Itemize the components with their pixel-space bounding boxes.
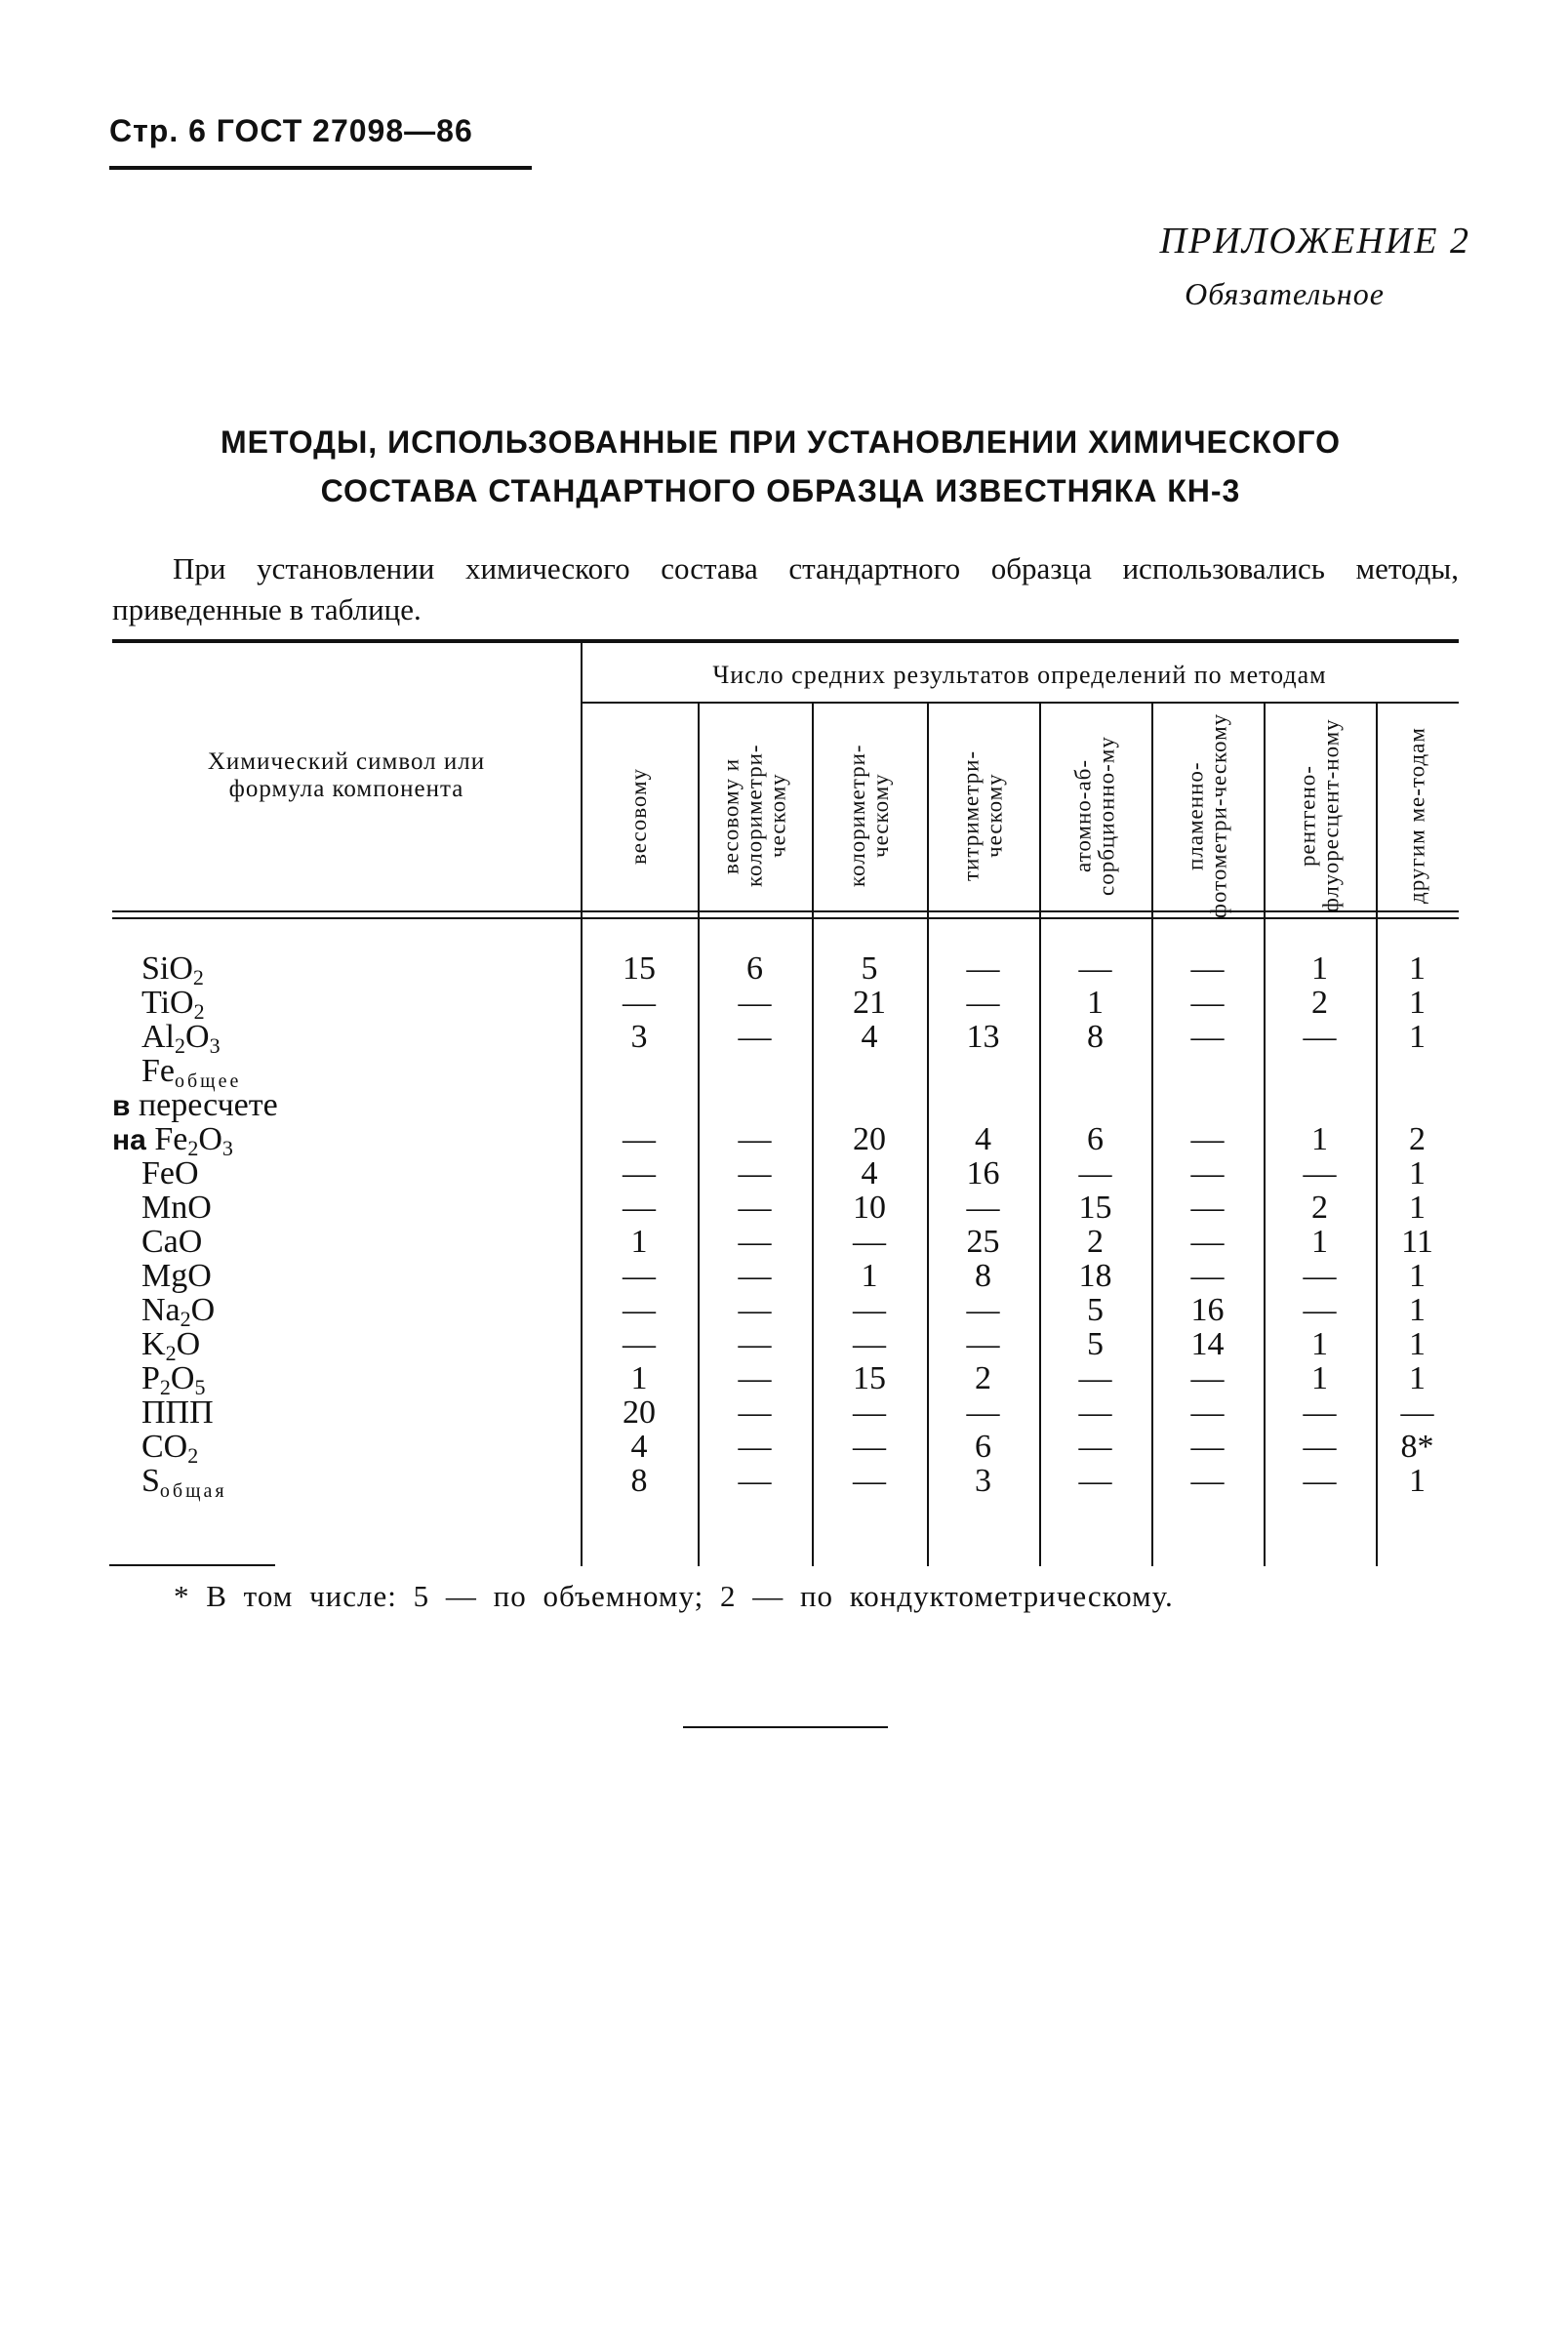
- table-cell: 2: [975, 1360, 991, 1396]
- table-row: [112, 1292, 1459, 1331]
- method-header-4: титриметри-ческому: [958, 749, 1007, 882]
- table-cell: —: [738, 1224, 772, 1260]
- table-cell: —: [623, 1292, 656, 1328]
- title-line-2: СОСТАВА СТАНДАРТНОГО ОБРАЗЦА ИЗВЕСТНЯКА КН-3: [320, 473, 1241, 508]
- table-cell: —: [1190, 1019, 1225, 1055]
- table-row: [112, 1326, 1459, 1365]
- method-header-7: рентгено-флуоресцент-ному: [1295, 718, 1344, 913]
- table-cell: 11: [1401, 1224, 1433, 1260]
- component-label: SiO$_2$: [141, 950, 204, 989]
- table-cell: —: [1078, 1360, 1112, 1396]
- table-row: [112, 950, 1459, 989]
- appendix-title: ПРИЛОЖЕНИЕ 2: [1159, 221, 1470, 262]
- table-cell: 1: [1409, 1190, 1426, 1226]
- table-cell: —: [1078, 1429, 1112, 1465]
- table-cell: 8*: [1400, 1429, 1434, 1465]
- table-cell: —: [1190, 1394, 1225, 1431]
- table-row: [112, 1429, 1459, 1468]
- table-cell: 1: [1409, 1463, 1426, 1499]
- table-cell: 1: [1311, 1224, 1328, 1260]
- table-cell: —: [853, 1326, 886, 1362]
- table-cell: 6: [1087, 1121, 1104, 1157]
- method-header-8: другим ме-тодам: [1404, 727, 1429, 905]
- table-cell: 1: [1409, 1155, 1426, 1191]
- table-cell: —: [1190, 950, 1225, 987]
- table-cell: 16: [1190, 1292, 1225, 1328]
- table-cell: —: [738, 1463, 772, 1499]
- table-cell: 5: [861, 950, 878, 987]
- table-cell: —: [738, 1429, 772, 1465]
- table-cell: —: [738, 1292, 772, 1328]
- table-cell: —: [966, 1326, 1000, 1362]
- table-cell: 10: [853, 1190, 886, 1226]
- table-cell: 15: [853, 1360, 886, 1396]
- table-cell: 1: [1409, 1326, 1426, 1362]
- table-cell: —: [738, 1326, 772, 1362]
- table-cell: 8: [630, 1463, 648, 1499]
- table-cell: 4: [975, 1121, 991, 1157]
- methods-table: [112, 639, 1459, 1566]
- table-cell: —: [966, 950, 1000, 987]
- table-cell: 6: [975, 1429, 991, 1465]
- table-cell: 1: [1311, 950, 1328, 987]
- table-cell: —: [1078, 1155, 1112, 1191]
- table-cell: —: [1190, 1258, 1225, 1294]
- table-cell: —: [738, 1394, 772, 1431]
- table-cell: 2: [1087, 1224, 1104, 1260]
- table-cell: 1: [861, 1258, 878, 1294]
- table-cell: —: [623, 1190, 656, 1226]
- table-cell: —: [738, 1360, 772, 1396]
- page-header: Стр. 6 ГОСТ 27098—86: [109, 113, 473, 148]
- table-cell: 14: [1190, 1326, 1225, 1362]
- table-cell: 4: [861, 1019, 878, 1055]
- table-row: [112, 1088, 1459, 1122]
- table-row: [112, 1156, 1459, 1191]
- table-cell: —: [853, 1292, 886, 1328]
- table-cell: —: [966, 1190, 1000, 1226]
- table-cell: —: [1190, 1121, 1225, 1157]
- table-cell: —: [853, 1463, 886, 1499]
- table-row: [112, 1225, 1459, 1259]
- table-cell: 3: [630, 1019, 648, 1055]
- table-cell: —: [1078, 950, 1112, 987]
- component-label: MnO: [141, 1190, 212, 1226]
- table-cell: 2: [1311, 1190, 1328, 1226]
- table-cell: —: [623, 1121, 656, 1157]
- table-cell: 1: [1409, 1019, 1426, 1055]
- component-label: ППП: [141, 1394, 214, 1431]
- table-cell: 16: [966, 1155, 1000, 1191]
- table-cell: 1: [1409, 985, 1426, 1021]
- table-cell: 1: [1311, 1360, 1328, 1396]
- table-cell: 1: [1409, 1292, 1426, 1328]
- table-cell: —: [1190, 1429, 1225, 1465]
- table-cell: 18: [1078, 1258, 1112, 1294]
- appendix-status: Обязательное: [1185, 276, 1385, 311]
- table-cell: —: [966, 1292, 1000, 1328]
- table-cell: —: [1303, 1258, 1337, 1294]
- table-cell: —: [738, 985, 772, 1021]
- table-cell: 2: [1409, 1121, 1426, 1157]
- table-row: [112, 1259, 1459, 1293]
- intro-paragraph: При установлении химического состава стандартного образца использовались методы, приведенные в таблице.: [112, 551, 1459, 626]
- table-row: [112, 985, 1459, 1024]
- footnote-rule: [109, 1564, 275, 1566]
- table-cell: 1: [630, 1224, 648, 1260]
- table-cell: 1: [1409, 1360, 1426, 1396]
- table-cell: 4: [861, 1155, 878, 1191]
- table-cell: 3: [975, 1463, 991, 1499]
- table-cell: —: [1190, 985, 1225, 1021]
- component-label: $K_2O$: [141, 1326, 201, 1365]
- table-cell: —: [1078, 1463, 1112, 1499]
- table-cell: 25: [966, 1224, 1000, 1260]
- table-row: [112, 1019, 1459, 1058]
- table-cell: —: [738, 1121, 772, 1157]
- component-label: $Na_2O$: [141, 1292, 216, 1331]
- table-cell: 1: [1409, 950, 1426, 987]
- table-cell: —: [738, 1258, 772, 1294]
- component-label: Sобщая: [141, 1463, 227, 1502]
- table-cell: —: [1303, 1292, 1337, 1328]
- table-cell: 1: [630, 1360, 648, 1396]
- table-cell: —: [1190, 1155, 1225, 1191]
- table-cell: 8: [975, 1258, 991, 1294]
- table-cell: —: [966, 1394, 1000, 1431]
- table-cell: 1: [1311, 1326, 1328, 1362]
- component-label: в пересчете: [112, 1087, 278, 1123]
- table-row: [112, 1463, 1459, 1502]
- table-cell: —: [623, 1326, 656, 1362]
- table-cell: 15: [1078, 1190, 1112, 1226]
- table-cell: 20: [853, 1121, 886, 1157]
- table-cell: —: [1078, 1394, 1112, 1431]
- table-cell: 1: [1311, 1121, 1328, 1157]
- group-header-rule: [581, 702, 1459, 704]
- table-row: [112, 1053, 1459, 1092]
- table-cell: —: [853, 1224, 886, 1260]
- table-cell: —: [623, 1155, 656, 1191]
- table-cell: —: [623, 985, 656, 1021]
- table-row: [112, 1121, 1459, 1160]
- table-cell: 8: [1087, 1019, 1104, 1055]
- component-label: Feобщее: [141, 1053, 242, 1092]
- header-rule: [109, 166, 532, 170]
- table-cell: 20: [623, 1394, 656, 1431]
- component-header-line-1: Химический символ или: [207, 748, 486, 775]
- component-label: $CO_2$: [141, 1429, 199, 1468]
- table-row: [112, 1191, 1459, 1225]
- end-rule: [683, 1726, 888, 1728]
- table-cell: —: [1303, 1019, 1337, 1055]
- table-top-rule: [112, 639, 1459, 643]
- table-cell: —: [623, 1258, 656, 1294]
- table-cell: 15: [623, 950, 656, 987]
- table-cell: 2: [1311, 985, 1328, 1021]
- table-cell: —: [1190, 1463, 1225, 1499]
- title-line-1: МЕТОДЫ, ИСПОЛЬЗОВАННЫЕ ПРИ УСТАНОВЛЕНИИ ХИМИЧЕСКОГО: [220, 424, 1342, 460]
- table-cell: 1: [1409, 1258, 1426, 1294]
- document-title: [146, 418, 1415, 515]
- table-cell: —: [738, 1190, 772, 1226]
- methods-group-header: Число средних результатов определений по методам: [712, 661, 1327, 689]
- table-cell: —: [966, 985, 1000, 1021]
- table-cell: —: [1400, 1394, 1434, 1431]
- table-cell: 5: [1087, 1326, 1104, 1362]
- table-cell: —: [1190, 1190, 1225, 1226]
- component-header-line-2: формула компонента: [228, 776, 464, 802]
- footnote: * В том числе: 5 — по объемному; 2 — по кондуктометрическому.: [174, 1579, 1174, 1613]
- table-cell: 21: [853, 985, 886, 1021]
- table-cell: 5: [1087, 1292, 1104, 1328]
- method-header-5: атомно-аб-сорбционно-му: [1070, 736, 1119, 896]
- method-header-2: весовому и колориметри-ческому: [718, 744, 790, 888]
- table-cell: 4: [630, 1429, 648, 1465]
- component-label: CaO: [141, 1224, 203, 1260]
- component-label: $Al_2O_3$: [141, 1019, 221, 1058]
- table-cell: 6: [746, 950, 763, 987]
- component-label: $P_2O_5$: [141, 1360, 206, 1399]
- table-row: [112, 1395, 1459, 1430]
- table-cell: —: [1303, 1155, 1337, 1191]
- table-cell: —: [1190, 1360, 1225, 1396]
- table-row: [112, 1360, 1459, 1399]
- table-cell: —: [853, 1429, 886, 1465]
- component-label: MgO: [141, 1258, 212, 1294]
- table-cell: 13: [966, 1019, 1000, 1055]
- table-cell: —: [1303, 1394, 1337, 1431]
- component-label: FeO: [141, 1155, 199, 1191]
- method-header-3: колориметри-ческому: [845, 744, 893, 888]
- table-cell: —: [738, 1155, 772, 1191]
- table-cell: 1: [1087, 985, 1104, 1021]
- table-cell: —: [1190, 1224, 1225, 1260]
- table-cell: —: [738, 1019, 772, 1055]
- table-cell: —: [1303, 1429, 1337, 1465]
- component-label: TiO$_2$: [141, 985, 205, 1024]
- table-cell: —: [1303, 1463, 1337, 1499]
- table-cell: —: [853, 1394, 886, 1431]
- method-header-6: пламенно-фотометри-ческому: [1183, 712, 1231, 919]
- component-column-header: [112, 748, 581, 803]
- component-label: на $Fe_2O_3$: [112, 1121, 233, 1160]
- method-header-1: весовому: [626, 767, 651, 865]
